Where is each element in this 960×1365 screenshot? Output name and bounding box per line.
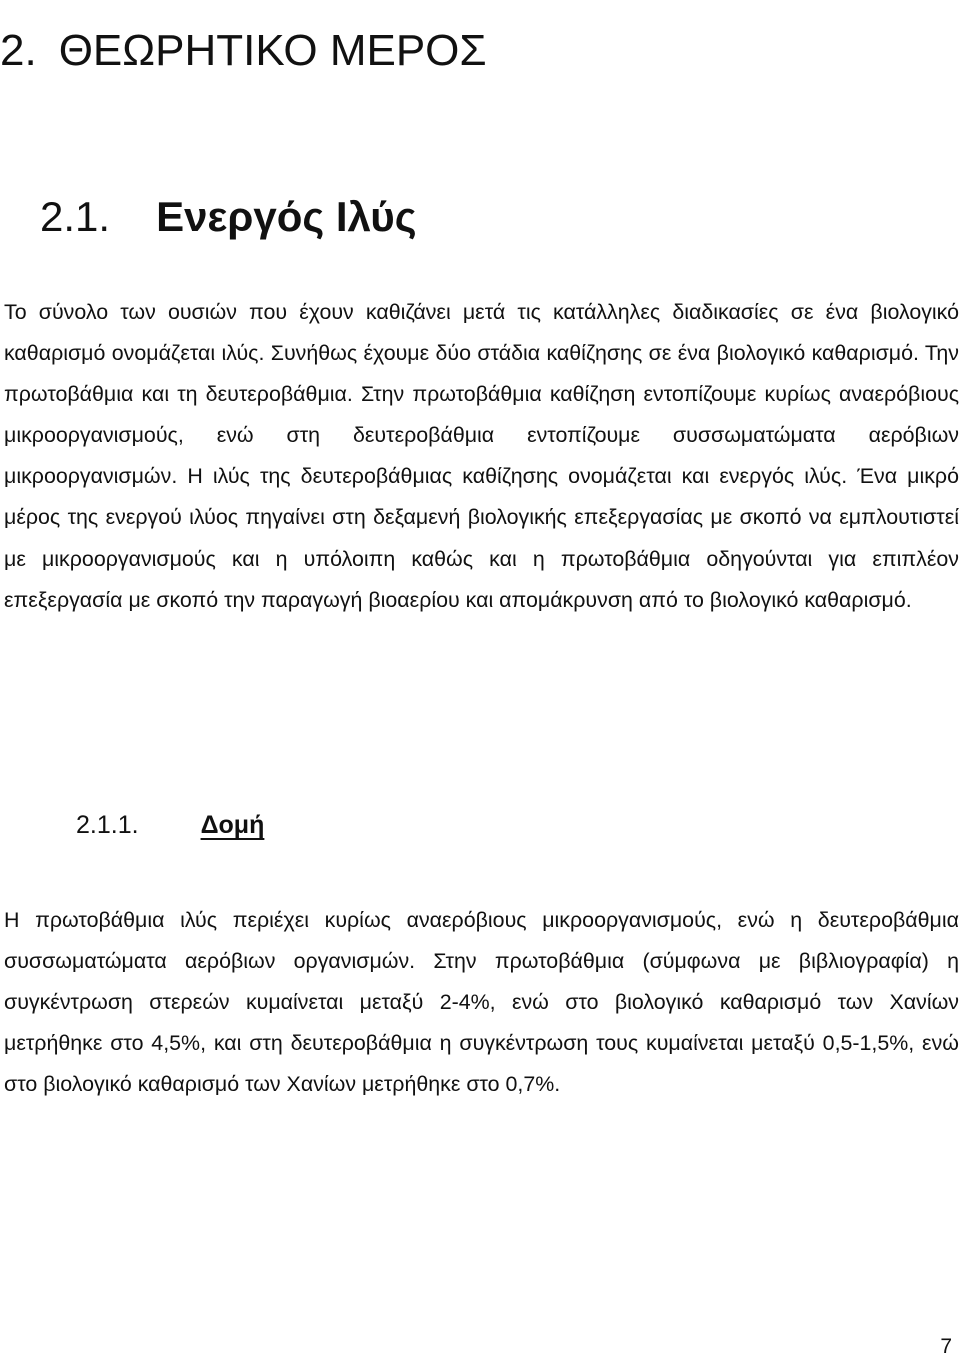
- section-number: 2.1.: [40, 192, 111, 240]
- section-heading: [40, 189, 417, 245]
- subsection-heading: [76, 805, 264, 845]
- body-paragraph-activated-sludge: Το σύνολο των ουσιών που έχουν καθιζάνει μετά τις κατάλληλες διαδικασίες σε ένα βιολογικό καθαρισμό ονομάζεται ιλύς. Συνήθως έχουμε δύο στάδια καθίζησης σε ένα βιολογικό καθαρισμό. Την πρωτοβάθμια και τη δευτεροβάθμια. Στην πρωτοβάθμια καθίζηση εντοπίζουμε κυρίως αναερόβιους μικροοργανισμούς, ενώ στη δευτεροβάθμια εντοπίζουμε συσσωματώματα αερόβιων μικροοργανισμών. Η ιλύς της δευτεροβάθμιας καθίζησης ονομάζεται και ενεργός ιλύς. Ένα μικρό μέρος της ενεργού ιλύος πηγαίνει στη δεξαμενή βιολογικής επεξεργασίας με σκοπό να εμπλουτιστεί με μικροοργανισμούς και η υπόλοιπη καθώς και η πρωτοβάθμια οδηγούνται για επιπλέον επεξεργασία με σκοπό την παραγωγή βιοαερίου και απομάκρυνση από το βιολογικό καθαρισμό.: [4, 300, 959, 612]
- subsection-title-text: Δομή: [200, 811, 265, 839]
- page-number: 7: [940, 1335, 952, 1358]
- chapter-title-text: ΘΕΩΡΗΤΙΚΟ ΜΕΡΟΣ: [58, 26, 487, 76]
- chapter-number: 2.: [0, 26, 37, 76]
- subsection-number: 2.1.1.: [76, 811, 139, 839]
- body-paragraph-structure: Η πρωτοβάθμια ιλύς περιέχει κυρίως αναερόβιους μικροοργανισμούς, ενώ η δευτεροβάθμια συσσωματώματα αερόβιων οργανισμών. Στην πρωτοβάθμια (σύμφωνα με βιβλιογραφία) η συγκέντρωση στερεών κυμαίνεται μεταξύ 2-4%, ενώ στο βιολογικό καθαρισμό των Χανίων μετρήθηκε στο 4,5%, και στη δευτεροβάθμια η συγκέντρωση τους κυμαίνεται μεταξύ 0,5-1,5%, ενώ στο βιολογικό καθαρισμό των Χανίων μετρήθηκε στο 0,7%.: [4, 908, 959, 1097]
- section-title-text: Ενεργός Ιλύς: [156, 192, 417, 240]
- chapter-heading: [0, 21, 487, 81]
